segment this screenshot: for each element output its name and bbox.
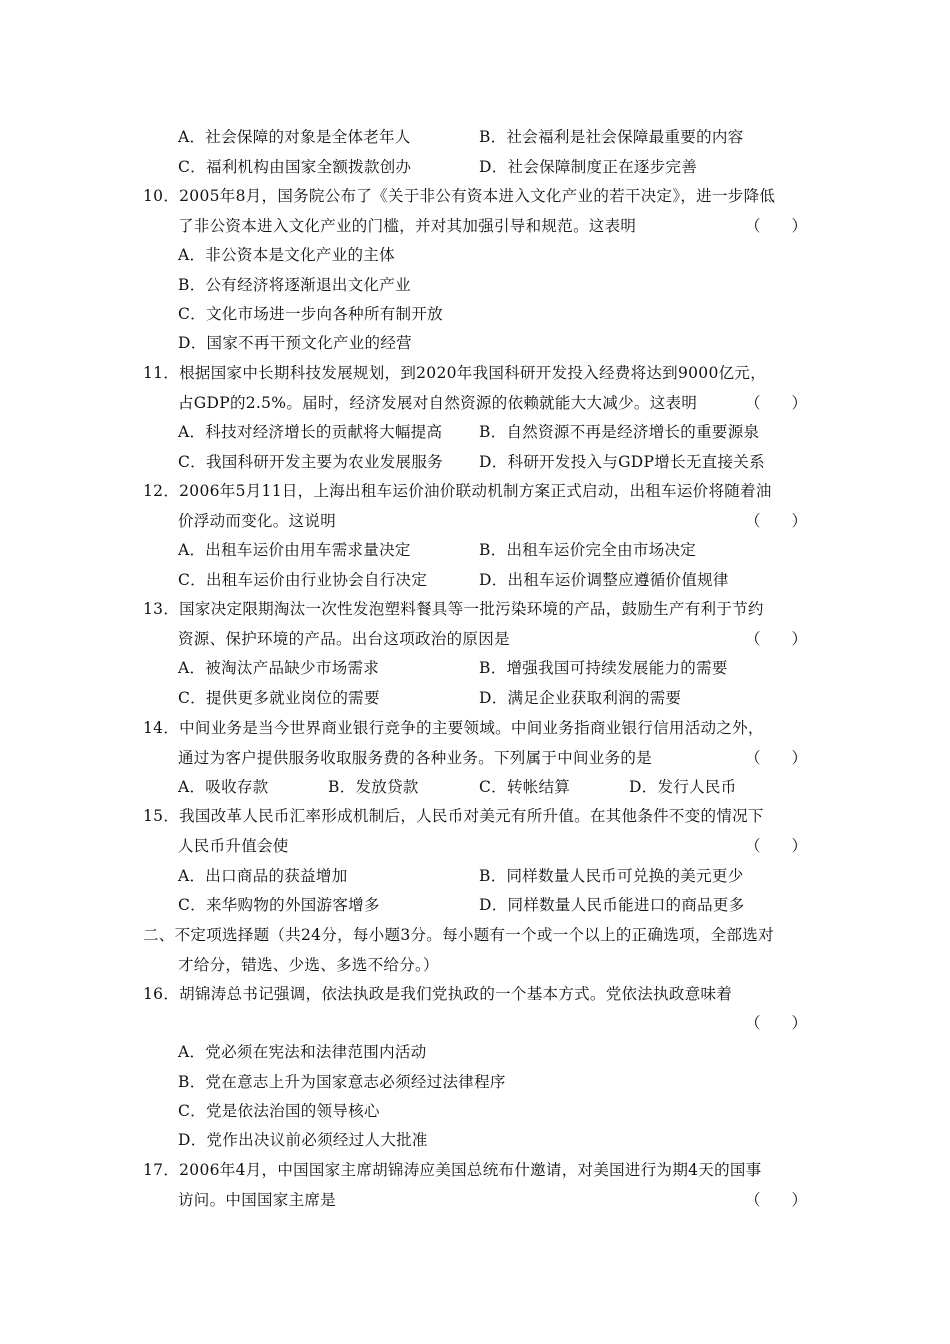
q12-option-b: B．出租车运价完全由市场决定 xyxy=(479,541,697,559)
q9-option-a: A．社会保障的对象是全体老年人 xyxy=(178,128,411,146)
q17-stem-line1: 17．2006年4月，中国国家主席胡锦涛应美国总统布什邀请，对美国进行为期4天的国事 xyxy=(143,1161,762,1179)
q15-option-c: C．来华购物的外国游客增多 xyxy=(178,896,380,914)
q12-option-d: D．出租车运价调整应遵循价值规律 xyxy=(479,571,729,589)
q10-stem-line2: 了非公资本进入文化产业的门槛，并对其加强引导和规范。这表明 xyxy=(178,217,637,235)
q15-option-a: A．出口商品的获益增加 xyxy=(178,867,348,885)
q16-option-d: D．党作出决议前必须经过人大批准 xyxy=(178,1131,428,1149)
q9-option-b: B．社会福利是社会保障最重要的内容 xyxy=(479,128,744,146)
section2-heading-line1: 二、不定项选择题（共24分，每小题3分。每小题有一个或一个以上的正确选项，全部选对 xyxy=(143,926,774,944)
q14-stem-line2: 通过为客户提供服务收取服务费的各种业务。下列属于中间业务的是 xyxy=(178,749,653,767)
q13-answer-blank: （ ） xyxy=(745,630,808,648)
section2-heading-line2: 才给分，错选、少选、多选不给分。） xyxy=(178,956,439,974)
q10-stem-line1: 10．2005年8月，国务院公布了《关于非公有资本进入文化产业的若干决定》，进一步降低 xyxy=(143,187,776,205)
q16-option-a: A．党必须在宪法和法律范围内活动 xyxy=(178,1043,427,1061)
q11-stem-line2: 占GDP的2.5%。届时，经济发展对自然资源的依赖就能大大减少。这表明 xyxy=(178,394,698,412)
q9-option-d: D．社会保障制度正在逐步完善 xyxy=(479,158,698,176)
q13-stem-line2: 资源、保护环境的产品。出台这项政治的原因是 xyxy=(178,630,510,648)
q16-option-b: B．党在意志上升为国家意志必须经过法律程序 xyxy=(178,1073,506,1091)
q13-option-c: C．提供更多就业岗位的需要 xyxy=(178,689,380,707)
q12-stem-line1: 12．2006年5月11日，上海出租车运价油价联动机制方案正式启动，出租车运价将随着油 xyxy=(143,482,772,500)
q11-option-b: B．自然资源不再是经济增长的重要源泉 xyxy=(479,423,760,441)
q12-stem-line2: 价浮动而变化。这说明 xyxy=(178,512,337,530)
q11-option-a: A．科技对经济增长的贡献将大幅提高 xyxy=(178,423,443,441)
q11-option-d: D．科研开发投入与GDP增长无直接关系 xyxy=(479,453,765,471)
q13-stem-line1: 13．国家决定限期淘汰一次性发泡塑料餐具等一批污染环境的产品，鼓励生产有利于节约 xyxy=(143,600,764,618)
q16-answer-blank: （ ） xyxy=(745,1014,808,1032)
q11-answer-blank: （ ） xyxy=(745,394,808,412)
q15-option-d: D．同样数量人民币能进口的商品更多 xyxy=(479,896,745,914)
q14-option-a: A．吸收存款 xyxy=(178,778,269,796)
q10-answer-blank: （ ） xyxy=(745,217,808,235)
q16-option-c: C．党是依法治国的领导核心 xyxy=(178,1102,380,1120)
q14-option-c: C．转帐结算 xyxy=(479,778,571,796)
q10-option-d: D．国家不再干预文化产业的经营 xyxy=(178,334,412,352)
q15-stem-line1: 15．我国改革人民币汇率形成机制后，人民币对美元有所升值。在其他条件不变的情况下 xyxy=(143,807,764,825)
q10-option-c: C．文化市场进一步向各种所有制开放 xyxy=(178,305,443,323)
q15-stem-line2: 人民币升值会使 xyxy=(178,837,289,855)
q12-answer-blank: （ ） xyxy=(745,512,808,530)
q13-option-b: B．增强我国可持续发展能力的需要 xyxy=(479,659,728,677)
q10-option-b: B．公有经济将逐渐退出文化产业 xyxy=(178,276,411,294)
q13-option-a: A．被淘汰产品缺少市场需求 xyxy=(178,659,380,677)
q14-option-b: B．发放贷款 xyxy=(328,778,419,796)
q16-stem-line1: 16．胡锦涛总书记强调，依法执政是我们党执政的一个基本方式。党依法执政意味着 xyxy=(143,985,733,1003)
q17-stem-line2: 访问。中国国家主席是 xyxy=(178,1191,337,1209)
q14-option-d: D．发行人民币 xyxy=(629,778,737,796)
q12-option-a: A．出租车运价由用车需求量决定 xyxy=(178,541,411,559)
q17-answer-blank: （ ） xyxy=(745,1191,808,1209)
q13-option-d: D．满足企业获取利润的需要 xyxy=(479,689,682,707)
q14-stem-line1: 14．中间业务是当今世界商业银行竞争的主要领域。中间业务指商业银行信用活动之外， xyxy=(143,719,764,737)
q11-stem-line1: 11．根据国家中长期科技发展规划，到2020年我国科研开发投入经费将达到9000亿元， xyxy=(143,364,767,382)
q11-option-c: C．我国科研开发主要为农业发展服务 xyxy=(178,453,443,471)
q9-option-c: C．福利机构由国家全额拨款创办 xyxy=(178,158,412,176)
q12-option-c: C．出租车运价由行业协会自行决定 xyxy=(178,571,428,589)
q15-answer-blank: （ ） xyxy=(745,837,808,855)
q14-answer-blank: （ ） xyxy=(745,749,808,767)
q10-option-a: A．非公资本是文化产业的主体 xyxy=(178,246,395,264)
q15-option-b: B．同样数量人民币可兑换的美元更少 xyxy=(479,867,744,885)
